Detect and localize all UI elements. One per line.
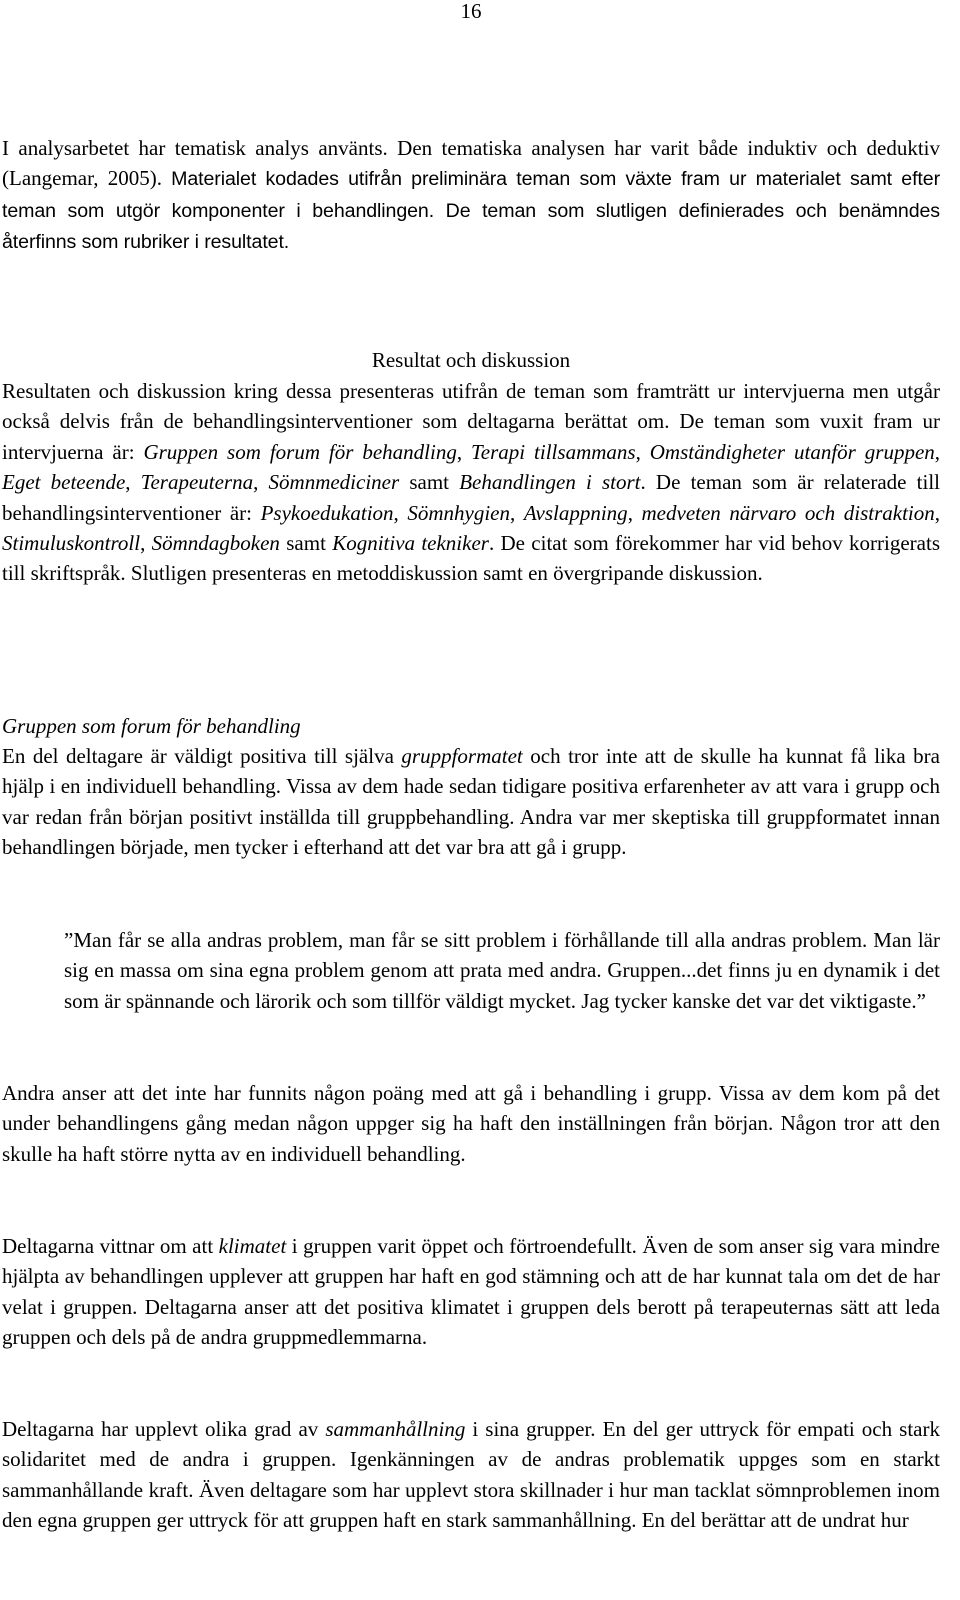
paragraph-text: Deltagarna vittnar om att xyxy=(2,1234,219,1258)
theme-term: Gruppen som forum för behandling xyxy=(143,439,457,464)
theme-term: Behandlingen i stort xyxy=(459,470,641,495)
section-title: Gruppen som forum för behandling xyxy=(2,714,301,738)
method-paragraph xyxy=(2,133,940,258)
separator: , xyxy=(934,500,940,525)
section-paragraph-3 xyxy=(2,1231,940,1353)
results-intro-paragraph xyxy=(2,376,940,589)
separator: , xyxy=(635,439,650,464)
separator: , xyxy=(934,439,941,464)
theme-term: Terapeuterna xyxy=(140,470,254,495)
intervention-term: Sömnhygien xyxy=(407,500,511,525)
section-paragraph-2: Andra anser att det inte har funnits någon poäng med att gå i behandling i grupp. Vissa av dem kom på det under behandlingens gång medan någon uppger sig ha haft den inställningen från början. Någon tror att den skulle ha haft större nytta av en individuell behandling. xyxy=(2,1081,940,1166)
separator: , xyxy=(125,470,141,495)
intervention-term: medveten närvaro och distraktion xyxy=(641,500,935,525)
intro-text: samt xyxy=(399,470,460,495)
emphasis-term: klimatet xyxy=(218,1234,287,1258)
method-text-1: I analysarbetet har tematisk analys använts. Den tematiska analysen har varit både induktiv och deduktiv (Langemar, 2005). xyxy=(2,136,940,191)
theme-term: Sömnmediciner xyxy=(268,470,400,495)
paragraph-text: och tror inte att de skulle ha kunnat få lika bra hjälp i en individuell behandling. Vissa av dem hade sedan tidigare positiva erfarenheter av att vara i grupp och var redan från början positivt inställda till gruppbehandling. Andra var mer skeptiska till gruppformatet innan behandlingen började, men tycker i efterhand att det var bra att gå i grupp. xyxy=(2,744,940,860)
section-paragraph-4 xyxy=(2,1414,940,1536)
emphasis-term: sammanhållning xyxy=(325,1417,466,1441)
interview-quote: ”Man får se alla andras problem, man får se sitt problem i förhållande till alla andras problem. Man lär sig en massa om sina egna problem genom att prata med andra. Gruppen...det finns ju en dynamik i det som är spännande och lärorik och som tillför väldigt mycket. Jag tycker kanske det var det viktigaste.” xyxy=(64,928,940,1013)
section-paragraph-1 xyxy=(2,741,940,863)
separator: , xyxy=(253,470,269,495)
intervention-term: Psykoedukation xyxy=(260,500,394,525)
intervention-term: Kognitiva tekniker xyxy=(332,531,489,556)
paragraph-text: Deltagarna har upplevt olika grad av xyxy=(2,1417,326,1441)
intervention-term: Stimuluskontroll xyxy=(2,531,141,556)
separator: , xyxy=(510,500,524,525)
separator: , xyxy=(393,500,408,525)
intro-text: . De teman som är relaterade till behandlingsinterventioner är: xyxy=(2,470,940,525)
results-heading: Resultat och diskussion xyxy=(371,348,571,372)
intro-text: . De citat som förekommer har vid behov korrigerats till skriftspråk. Slutligen presenteras en metoddiskussion samt en övergripande diskussion. xyxy=(2,531,940,586)
intervention-term: Sömndagboken xyxy=(151,531,280,556)
theme-term: Eget beteende xyxy=(2,470,126,495)
theme-term: Terapi tillsammans xyxy=(471,439,636,464)
paragraph-text: i gruppen varit öppet och förtroendefullt. Även de som anser sig vara mindre hjälpta av behandlingen upplever att gruppen har haft en god stämning och att de har kunnat tala om det de har velat i gruppen. Deltagarna anser att det positiva klimatet i gruppen dels berott på terapeuternas sätt att leda gruppen och dels på de andra gruppmedlemmarna. xyxy=(2,1234,940,1350)
intervention-term: Avslappning xyxy=(523,500,628,525)
intro-text: Resultaten och diskussion kring dessa presenteras utifrån de teman som framträtt ur intervjuerna men utgår också delvis från de behandlingsinterventioner som deltagarna berättat om. De teman som vuxit fram ur intervjuerna är: xyxy=(2,379,940,464)
emphasis-term: gruppformatet xyxy=(401,744,523,768)
paragraph-text: i sina grupper. En del ger uttryck för empati och stark solidaritet med de andra i gruppen. Igenkänningen av de andras problematik uppges som en starkt sammanhållande kraft. Även deltagare som har upplevt stora skillnader i hur man tacklat sömnproblemen inom den egna gruppen ger uttryck för att gruppen haft en stark sammanhållning. En del berättar att de undrat hur xyxy=(2,1417,940,1533)
separator: , xyxy=(627,500,642,525)
method-text-2: Materialet kodades utifrån preliminära teman som växte fram ur materialet samt efter teman som utgör komponenter i behandlingen. De teman som slutligen definierades och benämndes återfinns som rubriker i resultatet. xyxy=(2,168,940,254)
intro-text: samt xyxy=(279,531,333,556)
theme-term: Omständigheter utanför gruppen xyxy=(649,439,935,464)
separator: , xyxy=(140,531,152,556)
separator: , xyxy=(456,439,472,464)
page-number: 16 xyxy=(460,0,482,23)
paragraph-text: En del deltagare är väldigt positiva till själva xyxy=(2,744,402,768)
